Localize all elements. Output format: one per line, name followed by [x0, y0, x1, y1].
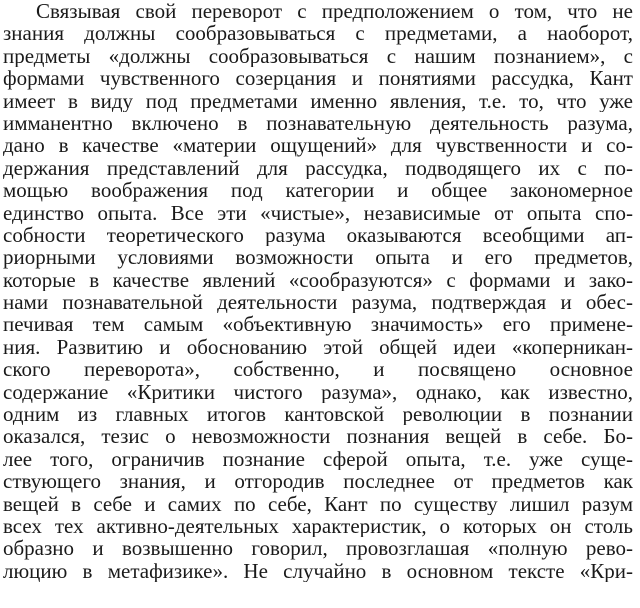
text-line: имманентно включено в познавательную деятельность разума,: [3, 111, 633, 135]
text-line: вещей в себе и самих по себе, Кант по существу лишил разум: [3, 492, 633, 515]
text-line: собности теоретического разума оказываются всеобщими ап-: [3, 223, 633, 247]
text-line: ского переворота», собственно, и посвящено основное: [3, 358, 633, 381]
text-line: мощью воображения под категории и общее закономерное: [3, 179, 633, 202]
text-line: печивая тем самым «объективную значимость» его примене-: [3, 313, 633, 336]
text-line: единство опыта. Все эти «чистые», независимые от опыта спо-: [3, 201, 633, 224]
document-page: [3, 0, 633, 608]
text-line: формами чувственного созерцания и понятиями рассудка, Кант: [3, 67, 633, 90]
text-line: риорными условиями возможности опыта и его предметов,: [3, 246, 633, 269]
text-line: ствующего знания, и отгородив последнее от предметов как: [3, 470, 633, 493]
text-line: имеет в виду под предметами именно явления, т.е. то, что уже: [3, 89, 633, 112]
text-line: оказался, тезис о невозможности познания вещей в себе. Бо-: [3, 425, 633, 448]
text-line: знания должны сообразовываться с предметами, а наоборот,: [3, 22, 633, 45]
text-line: одним из главных итогов кантовской революции в познании: [3, 403, 633, 426]
text-line: образно и возвышенно говорил, провозглашая «полную рево-: [3, 537, 633, 560]
text-line: Связывая свой переворот с предположением о том, что не: [36, 0, 633, 23]
text-line: которые в качестве явлений «сообразуются» с формами и зако-: [3, 268, 633, 292]
text-line: нами познавательной деятельности разума, подтверждая и обес-: [3, 291, 633, 314]
text-line: дано в качестве «материи ощущений» для чувственности и со-: [3, 134, 633, 157]
text-line: содержание «Критики чистого разума», однако, как известно,: [3, 380, 633, 404]
text-line: предметы «должны сообразовываться с нашим познанием», с: [3, 44, 633, 68]
text-line: ния. Развитию и обоснованию этой общей идеи «коперникан-: [3, 335, 633, 359]
text-line: лее того, ограничив познание сферой опыта, т.е. уже суще-: [3, 447, 633, 471]
text-line: люцию в метафизике». Не случайно в основном тексте «Кри-: [3, 559, 633, 583]
text-line: всех тех активно-деятельных характеристик, о которых он столь: [3, 514, 633, 538]
text-line: держания представлений для рассудка, подводящего их с по-: [3, 156, 633, 180]
